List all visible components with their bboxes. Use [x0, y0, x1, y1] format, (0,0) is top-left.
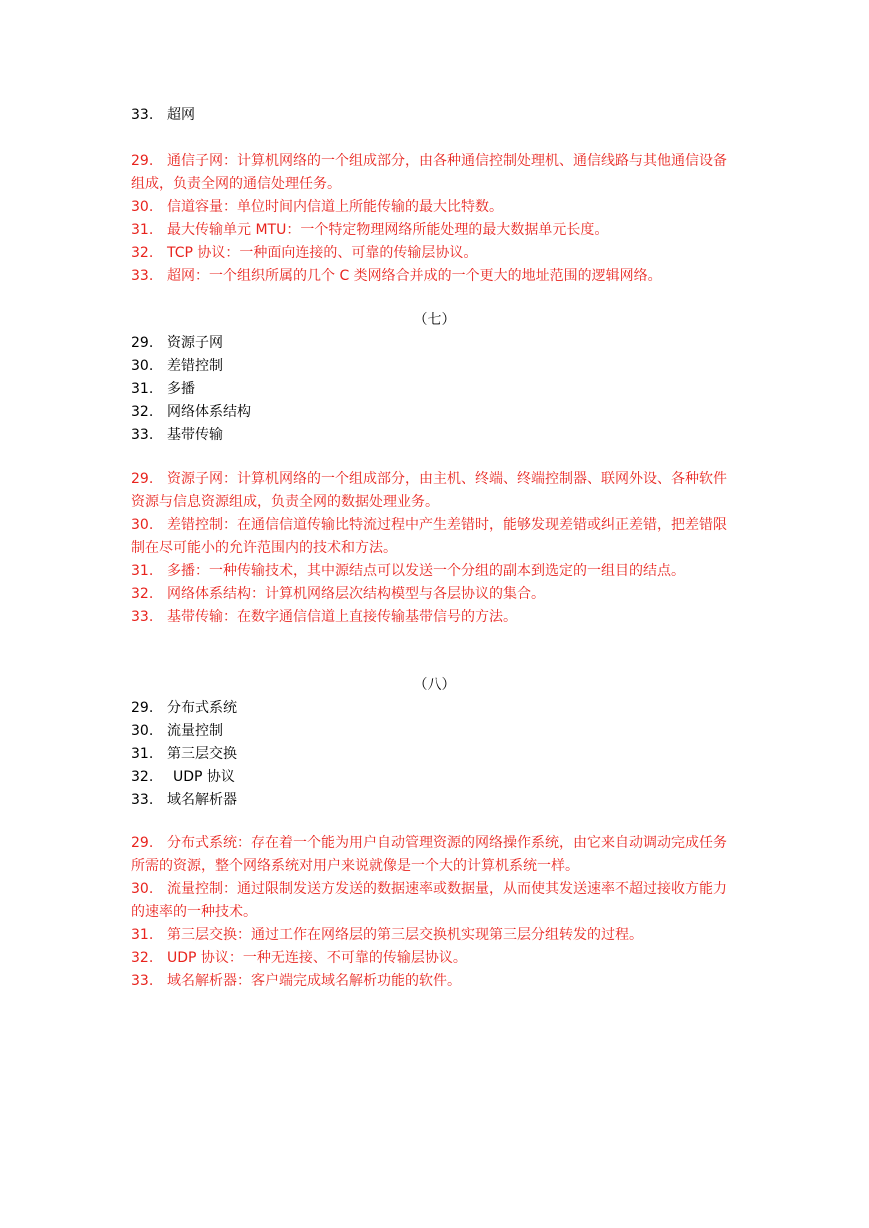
item-number: 29. — [131, 835, 154, 851]
item-number: 31. — [131, 563, 154, 579]
top-answer-list — [131, 150, 736, 288]
answer-item — [131, 970, 736, 993]
item-text: 超网 — [167, 107, 195, 123]
item-text: 流量控制：通过限制发送方发送的数据速率或数据量，从而使其发送速率不超过接收方能力的速率的一种技术。 — [131, 881, 727, 920]
item-text: 多播：一种传输技术，其中源结点可以发送一个分组的副本到选定的一组目的结点。 — [167, 563, 685, 579]
item-number: 33. — [131, 792, 154, 808]
item-text: 信道容量：单位时间内信道上所能传输的最大比特数。 — [167, 199, 503, 215]
list-item — [131, 720, 736, 743]
list-item — [131, 332, 736, 355]
item-number: 29. — [131, 471, 154, 487]
item-text: 域名解析器 — [167, 792, 237, 808]
item-text: 差错控制：在通信信道传输比特流过程中产生差错时，能够发现差错或纠正差错，把差错限制在尽可能小的允许范围内的技术和方法。 — [131, 517, 727, 556]
item-text: 网络体系结构 — [167, 404, 251, 420]
item-text: UDP 协议：一种无连接、不可靠的传输层协议。 — [167, 950, 467, 966]
item-number: 29. — [131, 700, 154, 716]
item-number: 32. — [131, 404, 154, 420]
answer-item — [131, 468, 736, 514]
item-number: 31. — [131, 746, 154, 762]
item-text: 资源子网：计算机网络的一个组成部分，由主机、终端、终端控制器、联网外设、各种软件资源与信息资源组成，负责全网的数据处理业务。 — [131, 471, 727, 510]
item-text: TCP 协议：一种面向连接的、可靠的传输层协议。 — [167, 245, 478, 261]
item-number: 30. — [131, 723, 154, 739]
item-number: 33. — [131, 268, 154, 284]
answer-item — [131, 196, 736, 219]
list-item — [131, 766, 736, 789]
item-text: 差错控制 — [167, 358, 223, 374]
item-text: 超网：一个组织所属的几个 C 类网络合并成的一个更大的地址范围的逻辑网络。 — [167, 268, 662, 284]
section8-term-list — [131, 697, 736, 812]
answer-item — [131, 606, 736, 629]
answer-item — [131, 583, 736, 606]
item-number: 33. — [131, 973, 154, 989]
list-item — [131, 424, 736, 447]
item-number: 32. — [131, 245, 154, 261]
list-item — [131, 401, 736, 424]
item-number: 32. — [131, 950, 154, 966]
section7-term-list — [131, 332, 736, 447]
item-text: 多播 — [167, 381, 195, 397]
item-number: 33. — [131, 427, 154, 443]
section-heading-8: （八） — [413, 677, 456, 693]
item-number: 29. — [131, 335, 154, 351]
answer-item — [131, 832, 736, 878]
item-text: 第三层交换 — [167, 746, 237, 762]
item-text: 最大传输单元 MTU：一个特定物理网络所能处理的最大数据单元长度。 — [167, 222, 609, 238]
answer-item — [131, 947, 736, 970]
answer-item — [131, 878, 736, 924]
item-text: UDP 协议 — [173, 769, 235, 785]
item-text: 第三层交换：通过工作在网络层的第三层交换机实现第三层分组转发的过程。 — [167, 927, 643, 943]
answer-item — [131, 265, 736, 288]
item-text: 流量控制 — [167, 723, 223, 739]
item-text: 分布式系统：存在着一个能为用户自动管理资源的网络操作系统，由它来自动调动完成任务所需的资源，整个网络系统对用户来说就像是一个大的计算机系统一样。 — [131, 835, 727, 874]
item-number: 30. — [131, 517, 154, 533]
item-number: 30. — [131, 199, 154, 215]
item-text: 基带传输 — [167, 427, 223, 443]
section7-answer-list — [131, 468, 736, 629]
top-term-list — [131, 104, 736, 127]
list-item — [131, 789, 736, 812]
list-item — [131, 697, 736, 720]
item-number: 33. — [131, 107, 154, 123]
section-heading-7: （七） — [413, 312, 456, 328]
item-number: 33. — [131, 609, 154, 625]
item-number: 31. — [131, 381, 154, 397]
list-item — [131, 378, 736, 401]
section8-answer-list — [131, 832, 736, 993]
item-text: 域名解析器：客户端完成域名解析功能的软件。 — [167, 973, 461, 989]
answer-item — [131, 514, 736, 560]
item-number: 31. — [131, 927, 154, 943]
item-number: 29. — [131, 153, 154, 169]
answer-item — [131, 242, 736, 265]
item-number: 30. — [131, 358, 154, 374]
item-number: 31. — [131, 222, 154, 238]
item-text: 基带传输：在数字通信信道上直接传输基带信号的方法。 — [167, 609, 517, 625]
list-item — [131, 104, 736, 127]
answer-item — [131, 924, 736, 947]
answer-item — [131, 150, 736, 196]
list-item — [131, 355, 736, 378]
item-text: 通信子网：计算机网络的一个组成部分，由各种通信控制处理机、通信线路与其他通信设备组成，负责全网的通信处理任务。 — [131, 153, 727, 192]
answer-item — [131, 560, 736, 583]
item-number: 32. — [131, 769, 154, 785]
item-text: 分布式系统 — [167, 700, 237, 716]
answer-item — [131, 219, 736, 242]
item-text: 资源子网 — [167, 335, 223, 351]
item-number: 32. — [131, 586, 154, 602]
list-item — [131, 743, 736, 766]
item-number: 30. — [131, 881, 154, 897]
item-text: 网络体系结构：计算机网络层次结构模型与各层协议的集合。 — [167, 586, 545, 602]
